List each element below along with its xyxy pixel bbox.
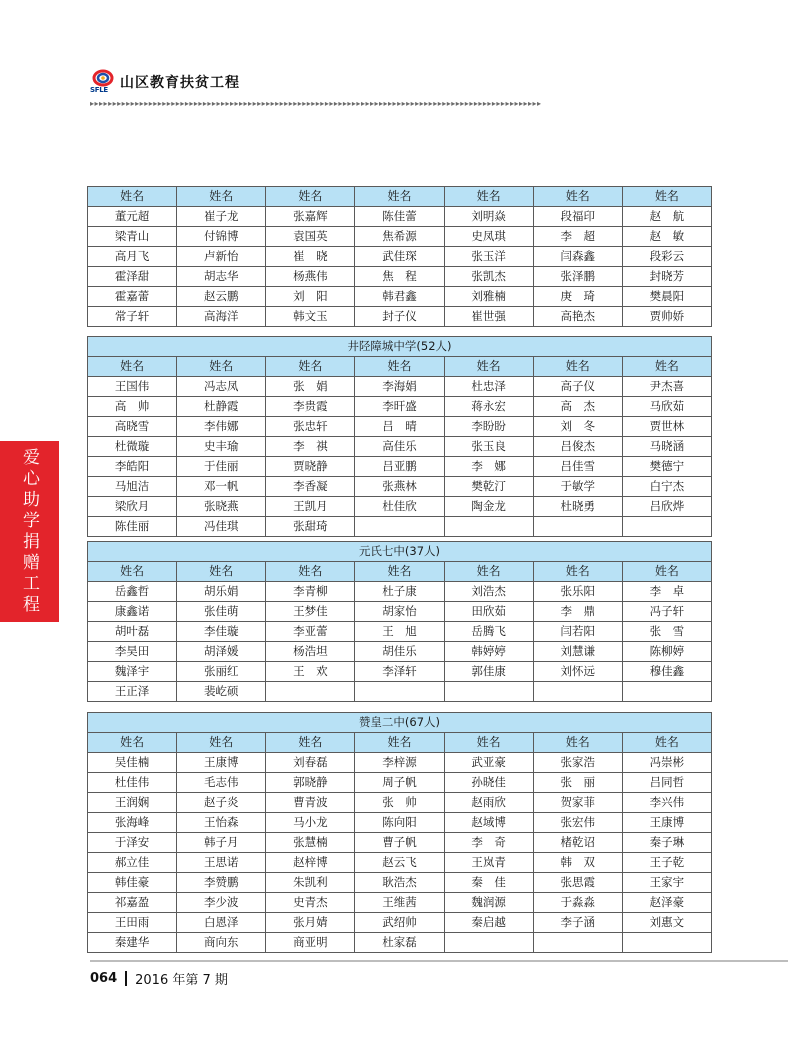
- name-cell: 胡志华: [177, 267, 266, 287]
- table-row: [88, 437, 712, 457]
- column-header: 姓名: [533, 187, 622, 207]
- table-row: [88, 517, 712, 537]
- table-row: [88, 397, 712, 417]
- name-cell: 杜静霞: [177, 397, 266, 417]
- name-cell: 张乐阳: [533, 582, 622, 602]
- column-header: 姓名: [444, 562, 533, 582]
- table-row: [88, 287, 712, 307]
- name-cell: [622, 933, 711, 953]
- name-cell: 魏泽宇: [88, 662, 177, 682]
- name-cell: 曹子帆: [355, 833, 444, 853]
- table-row: [88, 247, 712, 267]
- name-cell: 梁欣月: [88, 497, 177, 517]
- column-header: 姓名: [355, 187, 444, 207]
- name-cell: [622, 517, 711, 537]
- name-cell: 张慧楠: [266, 833, 355, 853]
- column-header: 姓名: [444, 357, 533, 377]
- column-header: 姓名: [622, 187, 711, 207]
- name-cell: 郭晓静: [266, 773, 355, 793]
- table-row: [88, 622, 712, 642]
- name-cell: 李佳璇: [177, 622, 266, 642]
- column-header: 姓名: [177, 562, 266, 582]
- name-cell: 尹杰喜: [622, 377, 711, 397]
- name-cell: 王家宇: [622, 873, 711, 893]
- name-cell: 张 丽: [533, 773, 622, 793]
- name-cell: 张 帅: [355, 793, 444, 813]
- name-cell: 王凯月: [266, 497, 355, 517]
- name-cell: 封子仪: [355, 307, 444, 327]
- name-cell: 冯崇彬: [622, 753, 711, 773]
- table-row: [88, 753, 712, 773]
- name-cell: 刘 阳: [266, 287, 355, 307]
- name-cell: 韩佳豪: [88, 873, 177, 893]
- table-row: [88, 602, 712, 622]
- name-cell: 焦希源: [355, 227, 444, 247]
- name-cell: 张燕林: [355, 477, 444, 497]
- name-cell: 张嘉辉: [266, 207, 355, 227]
- name-cell: 刘惠文: [622, 913, 711, 933]
- name-cell: 樊乾汀: [444, 477, 533, 497]
- table-row: [88, 833, 712, 853]
- column-header: 姓名: [88, 562, 177, 582]
- name-cell: 梁青山: [88, 227, 177, 247]
- name-cell: 韩君鑫: [355, 287, 444, 307]
- footer-rule: [90, 960, 788, 962]
- name-cell: 朱凯利: [266, 873, 355, 893]
- table-header-row: [88, 357, 712, 377]
- name-cell: 冯志凤: [177, 377, 266, 397]
- name-cell: 李亚蕾: [266, 622, 355, 642]
- name-cell: 白宁杰: [622, 477, 711, 497]
- footer-divider: [125, 971, 127, 986]
- name-cell: 陈向阳: [355, 813, 444, 833]
- name-cell: 武佳琛: [355, 247, 444, 267]
- name-cell: 贾世林: [622, 417, 711, 437]
- name-cell: 贾晓静: [266, 457, 355, 477]
- name-cell: 胡乐娟: [177, 582, 266, 602]
- name-cell: 商亚明: [266, 933, 355, 953]
- name-cell: 胡家怡: [355, 602, 444, 622]
- name-cell: 王思诺: [177, 853, 266, 873]
- name-cell: 刘雅楠: [444, 287, 533, 307]
- page-header: [90, 68, 240, 96]
- name-cell: 卢新怡: [177, 247, 266, 267]
- name-cell: 樊晨阳: [622, 287, 711, 307]
- name-cell: 王康博: [177, 753, 266, 773]
- name-cell: 李伟娜: [177, 417, 266, 437]
- name-cell: 张佳萌: [177, 602, 266, 622]
- name-cell: 焦 程: [355, 267, 444, 287]
- name-cell: 秦建华: [88, 933, 177, 953]
- name-cell: 贾帅娇: [622, 307, 711, 327]
- name-cell: 刘明焱: [444, 207, 533, 227]
- table-row: [88, 813, 712, 833]
- column-header: 姓名: [355, 733, 444, 753]
- name-cell: 高海洋: [177, 307, 266, 327]
- table-row: [88, 582, 712, 602]
- table-row: [88, 853, 712, 873]
- name-cell: 高 帅: [88, 397, 177, 417]
- name-cell: [533, 933, 622, 953]
- name-cell: 赵泽豪: [622, 893, 711, 913]
- name-cell: 李少波: [177, 893, 266, 913]
- table-header-row: [88, 562, 712, 582]
- name-cell: 李 卓: [622, 582, 711, 602]
- name-cell: 王正泽: [88, 682, 177, 702]
- name-cell: 吕亚鹏: [355, 457, 444, 477]
- name-cell: 常子轩: [88, 307, 177, 327]
- table-row: [88, 933, 712, 953]
- name-cell: 于泽安: [88, 833, 177, 853]
- name-cell: 裴屹硕: [177, 682, 266, 702]
- name-cell: 王润娴: [88, 793, 177, 813]
- column-header: 姓名: [88, 733, 177, 753]
- name-cell: 赵雨欣: [444, 793, 533, 813]
- name-cell: 武绍帅: [355, 913, 444, 933]
- name-cell: 杨浩坦: [266, 642, 355, 662]
- side-section-tab: [0, 441, 59, 622]
- table-title-row: [88, 713, 712, 733]
- name-cell: 李 鼎: [533, 602, 622, 622]
- name-cell: 庚 琦: [533, 287, 622, 307]
- page-number: 064: [90, 970, 118, 986]
- name-cell: [533, 517, 622, 537]
- table-row: [88, 497, 712, 517]
- table-title-row: [88, 542, 712, 562]
- name-cell: 王梦佳: [266, 602, 355, 622]
- name-cell: 杜佳欣: [355, 497, 444, 517]
- name-cell: 赵云飞: [355, 853, 444, 873]
- column-header: 姓名: [622, 733, 711, 753]
- table-header-row: [88, 187, 712, 207]
- name-cell: 赵云鹏: [177, 287, 266, 307]
- name-cell: 袁国英: [266, 227, 355, 247]
- table-title: 井陉障城中学(52人): [88, 337, 712, 357]
- name-cell: 杜晓勇: [533, 497, 622, 517]
- name-cell: 陈佳蕾: [355, 207, 444, 227]
- name-cell: 杨燕伟: [266, 267, 355, 287]
- name-cell: 韩子月: [177, 833, 266, 853]
- table-row: [88, 227, 712, 247]
- name-cell: 高月飞: [88, 247, 177, 267]
- name-cell: 李香凝: [266, 477, 355, 497]
- name-cell: 闫若阳: [533, 622, 622, 642]
- column-header: 姓名: [266, 733, 355, 753]
- name-cell: 秦启越: [444, 913, 533, 933]
- name-cell: 魏润源: [444, 893, 533, 913]
- name-cell: 张玉洋: [444, 247, 533, 267]
- column-header: 姓名: [622, 357, 711, 377]
- name-cell: 李 娜: [444, 457, 533, 477]
- table-row: [88, 682, 712, 702]
- column-header: 姓名: [266, 357, 355, 377]
- name-cell: 王维茜: [355, 893, 444, 913]
- name-cell: 李梓源: [355, 753, 444, 773]
- name-cell: 田欣茹: [444, 602, 533, 622]
- table-header-row: [88, 733, 712, 753]
- name-cell: 刘慧谦: [533, 642, 622, 662]
- page-footer: [90, 967, 228, 989]
- table-row: [88, 477, 712, 497]
- name-cell: 杜家磊: [355, 933, 444, 953]
- table-row: [88, 793, 712, 813]
- name-cell: 白恩泽: [177, 913, 266, 933]
- name-cell: 樊德宁: [622, 457, 711, 477]
- name-cell: 王 欢: [266, 662, 355, 682]
- section-title: 山区教育扶贫工程: [120, 75, 240, 91]
- name-cell: 韩婷婷: [444, 642, 533, 662]
- name-cell: 吕 晴: [355, 417, 444, 437]
- name-cell: 李 超: [533, 227, 622, 247]
- name-cell: 商向东: [177, 933, 266, 953]
- name-cell: 张忠轩: [266, 417, 355, 437]
- name-cell: 张晓燕: [177, 497, 266, 517]
- name-cell: 毛志伟: [177, 773, 266, 793]
- sfle-logo: [90, 69, 116, 95]
- table-row: [88, 377, 712, 397]
- name-cell: 郝立佳: [88, 853, 177, 873]
- name-cell: 高艳杰: [533, 307, 622, 327]
- name-cell: 李昊田: [88, 642, 177, 662]
- column-header: 姓名: [622, 562, 711, 582]
- table-row: [88, 267, 712, 287]
- name-cell: 李青柳: [266, 582, 355, 602]
- name-cell: 李兴伟: [622, 793, 711, 813]
- name-cell: 高晓雪: [88, 417, 177, 437]
- name-cell: [266, 682, 355, 702]
- name-cell: 孙晓佳: [444, 773, 533, 793]
- name-cell: 杜子康: [355, 582, 444, 602]
- name-cell: 赵 航: [622, 207, 711, 227]
- name-cell: 杜忠泽: [444, 377, 533, 397]
- name-cell: 邓一帆: [177, 477, 266, 497]
- name-cell: 马小龙: [266, 813, 355, 833]
- table-row: [88, 773, 712, 793]
- name-cell: 赵 敏: [622, 227, 711, 247]
- header-dotted-rule: ▸▸▸▸▸▸▸▸▸▸▸▸▸▸▸▸▸▸▸▸▸▸▸▸▸▸▸▸▸▸▸▸▸▸▸▸▸▸▸▸▸▸▸▸▸▸▸▸▸▸▸▸▸▸▸▸▸▸▸▸▸▸▸▸▸▸▸▸▸▸▸▸▸▸▸▸▸▸▸▸▸▸▸▸▸▸▸▸▸▸▸▸▸▸▸▸▸▸▸▸: [90, 100, 542, 108]
- name-cell: 武亚豪: [444, 753, 533, 773]
- name-cell: 高 杰: [533, 397, 622, 417]
- name-cell: 岳鑫哲: [88, 582, 177, 602]
- name-cell: 高佳乐: [355, 437, 444, 457]
- name-cell: 张丽红: [177, 662, 266, 682]
- name-cell: 王岚青: [444, 853, 533, 873]
- name-cell: 段福印: [533, 207, 622, 227]
- name-cell: 张玉良: [444, 437, 533, 457]
- name-cell: 张海峰: [88, 813, 177, 833]
- name-cell: 马旭洁: [88, 477, 177, 497]
- name-cell: 秦子琳: [622, 833, 711, 853]
- name-cell: 崔子龙: [177, 207, 266, 227]
- name-cell: 胡佳乐: [355, 642, 444, 662]
- name-cell: 陈柳婷: [622, 642, 711, 662]
- name-cell: 吕同哲: [622, 773, 711, 793]
- name-cell: 于淼淼: [533, 893, 622, 913]
- name-cell: 付锦博: [177, 227, 266, 247]
- column-header: 姓名: [177, 357, 266, 377]
- name-cell: 秦 佳: [444, 873, 533, 893]
- table-row: [88, 457, 712, 477]
- name-cell: 蒋永宏: [444, 397, 533, 417]
- name-cell: 张家浩: [533, 753, 622, 773]
- name-cell: 郭佳康: [444, 662, 533, 682]
- name-cell: 刘 冬: [533, 417, 622, 437]
- name-cell: 王 旭: [355, 622, 444, 642]
- name-cell: [533, 682, 622, 702]
- column-header: 姓名: [444, 733, 533, 753]
- table-row: [88, 417, 712, 437]
- name-cell: 封晓芳: [622, 267, 711, 287]
- name-cell: 史丰瑜: [177, 437, 266, 457]
- name-cell: [444, 517, 533, 537]
- name-cell: 高子仪: [533, 377, 622, 397]
- table-row: [88, 873, 712, 893]
- name-cell: 李盼盼: [444, 417, 533, 437]
- name-cell: 董元超: [88, 207, 177, 227]
- name-cell: 赵域博: [444, 813, 533, 833]
- table-title: 元氏七中(37人): [88, 542, 712, 562]
- name-cell: [622, 682, 711, 702]
- name-cell: 李赞鹏: [177, 873, 266, 893]
- name-cell: 刘春磊: [266, 753, 355, 773]
- table-title: 赞皇二中(67人): [88, 713, 712, 733]
- name-cell: 张甜琦: [266, 517, 355, 537]
- name-cell: 冯佳琪: [177, 517, 266, 537]
- name-cell: [444, 682, 533, 702]
- column-header: 姓名: [533, 357, 622, 377]
- name-table-1: [87, 186, 712, 327]
- name-cell: 崔 晓: [266, 247, 355, 267]
- name-cell: 陈佳丽: [88, 517, 177, 537]
- name-cell: 张宏伟: [533, 813, 622, 833]
- name-cell: 段彩云: [622, 247, 711, 267]
- name-cell: 穆佳鑫: [622, 662, 711, 682]
- name-cell: 胡泽媛: [177, 642, 266, 662]
- column-header: 姓名: [355, 562, 444, 582]
- name-cell: 李旰盛: [355, 397, 444, 417]
- name-cell: 吕俊杰: [533, 437, 622, 457]
- name-cell: 史凤琪: [444, 227, 533, 247]
- name-table-yuanshi-qizhong: [87, 541, 712, 702]
- table-row: [88, 642, 712, 662]
- name-cell: 张凯杰: [444, 267, 533, 287]
- name-cell: 胡叶磊: [88, 622, 177, 642]
- name-cell: 耿浩杰: [355, 873, 444, 893]
- name-cell: 李贵霞: [266, 397, 355, 417]
- logo-swirl-icon: [90, 69, 116, 87]
- name-table-zanhuang-erzhong: [87, 712, 712, 953]
- column-header: 姓名: [533, 733, 622, 753]
- name-cell: 岳腾飞: [444, 622, 533, 642]
- issue-label: 2016 年第 7 期: [135, 972, 228, 988]
- name-cell: 赵子炎: [177, 793, 266, 813]
- table-row: [88, 207, 712, 227]
- column-header: 姓名: [177, 187, 266, 207]
- column-header: 姓名: [266, 562, 355, 582]
- column-header: 姓名: [355, 357, 444, 377]
- name-cell: [355, 682, 444, 702]
- table-row: [88, 307, 712, 327]
- column-header: 姓名: [88, 187, 177, 207]
- name-cell: 吕佳雪: [533, 457, 622, 477]
- table-row: [88, 913, 712, 933]
- column-header: 姓名: [88, 357, 177, 377]
- side-tab-label: 爱心助学捐赠工程: [19, 447, 39, 616]
- name-cell: [355, 517, 444, 537]
- name-cell: 韩 双: [533, 853, 622, 873]
- name-cell: 王子乾: [622, 853, 711, 873]
- name-cell: 王国伟: [88, 377, 177, 397]
- name-cell: 康鑫诺: [88, 602, 177, 622]
- name-cell: 贺家菲: [533, 793, 622, 813]
- name-table-jingxing-zhangcheng: [87, 336, 712, 537]
- table-row: [88, 662, 712, 682]
- name-cell: 王怡森: [177, 813, 266, 833]
- name-cell: 史青杰: [266, 893, 355, 913]
- name-cell: 王康博: [622, 813, 711, 833]
- name-cell: 杜佳伟: [88, 773, 177, 793]
- name-cell: 马晓涵: [622, 437, 711, 457]
- name-cell: 李子涵: [533, 913, 622, 933]
- name-cell: 李海娟: [355, 377, 444, 397]
- column-header: 姓名: [533, 562, 622, 582]
- name-cell: 陶金龙: [444, 497, 533, 517]
- name-cell: 吴佳楠: [88, 753, 177, 773]
- name-cell: [444, 933, 533, 953]
- name-cell: 霍泽甜: [88, 267, 177, 287]
- name-cell: 霍嘉蕾: [88, 287, 177, 307]
- name-cell: 崔世强: [444, 307, 533, 327]
- name-cell: 曹青波: [266, 793, 355, 813]
- column-header: 姓名: [444, 187, 533, 207]
- name-cell: 刘浩杰: [444, 582, 533, 602]
- name-cell: 于佳丽: [177, 457, 266, 477]
- name-cell: 王田雨: [88, 913, 177, 933]
- name-cell: 冯子轩: [622, 602, 711, 622]
- name-cell: 李 祺: [266, 437, 355, 457]
- name-cell: 李泽轩: [355, 662, 444, 682]
- name-cell: 张月婧: [266, 913, 355, 933]
- logo-text: SFLE: [90, 86, 108, 94]
- name-cell: 赵梓博: [266, 853, 355, 873]
- name-cell: 闫森鑫: [533, 247, 622, 267]
- name-cell: 祁嘉盈: [88, 893, 177, 913]
- name-cell: 周子帆: [355, 773, 444, 793]
- column-header: 姓名: [177, 733, 266, 753]
- name-cell: 李皓阳: [88, 457, 177, 477]
- table-row: [88, 893, 712, 913]
- name-cell: 张 雪: [622, 622, 711, 642]
- name-cell: 张思霞: [533, 873, 622, 893]
- name-cell: 于敏学: [533, 477, 622, 497]
- name-cell: 楮乾诏: [533, 833, 622, 853]
- name-cell: 张泽鹏: [533, 267, 622, 287]
- table-title-row: [88, 337, 712, 357]
- name-cell: 刘怀远: [533, 662, 622, 682]
- name-cell: 韩文玉: [266, 307, 355, 327]
- name-cell: 李 奇: [444, 833, 533, 853]
- name-cell: 马欣茹: [622, 397, 711, 417]
- name-cell: 杜微璇: [88, 437, 177, 457]
- name-cell: 张 娟: [266, 377, 355, 397]
- name-cell: 吕欣烨: [622, 497, 711, 517]
- column-header: 姓名: [266, 187, 355, 207]
